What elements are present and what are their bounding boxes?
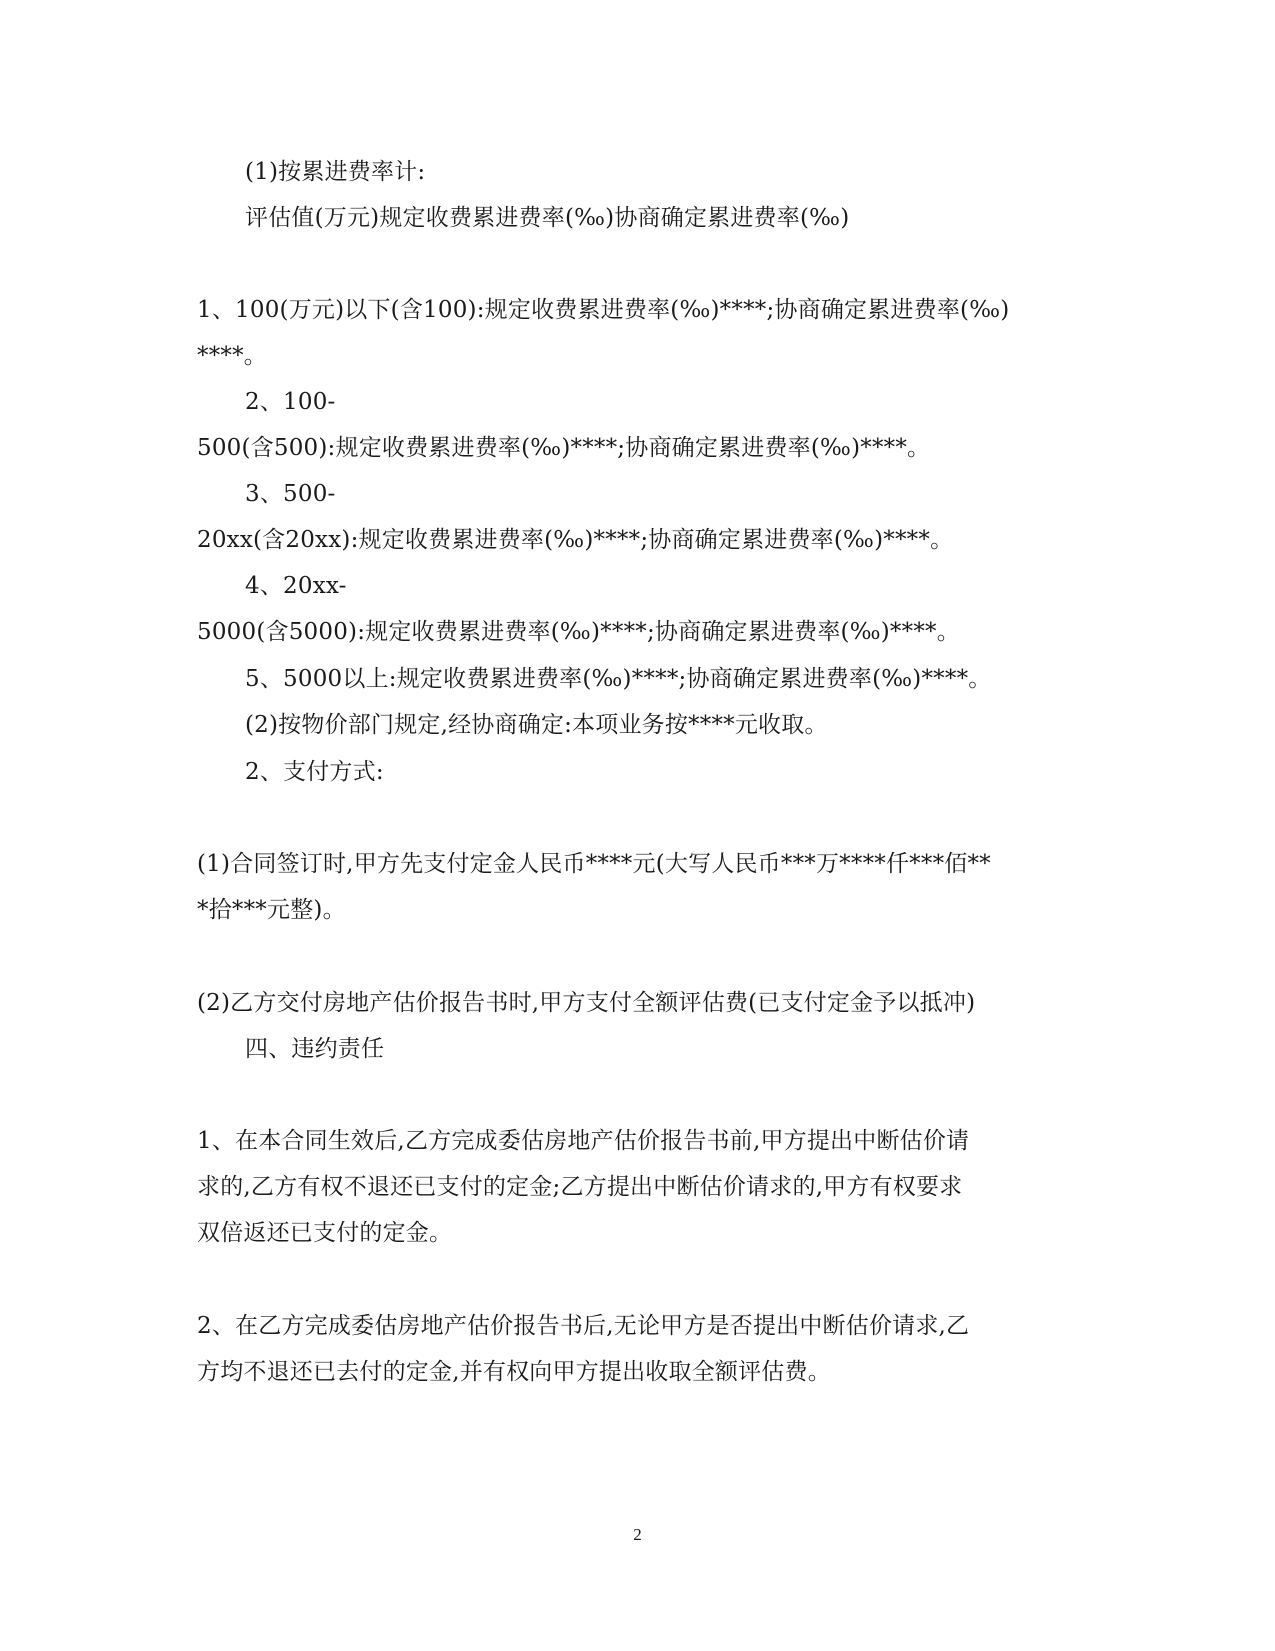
text-line: 2、100- xyxy=(245,389,336,415)
text-line: 四、违约责任 xyxy=(245,1036,385,1062)
text-line: (2)乙方交付房地产估价报告书时,甲方支付全额评估费(已支付定金予以抵冲) xyxy=(197,990,976,1016)
page-number: 2 xyxy=(633,1525,642,1544)
text-line: 1、在本合同生效后,乙方完成委估房地产估价报告书前,甲方提出中断估价请 xyxy=(197,1128,970,1154)
text-line: 双倍返还已支付的定金。 xyxy=(197,1220,453,1246)
text-line: 2、在乙方完成委估房地产估价报告书后,无论甲方是否提出中断估价请求,乙 xyxy=(197,1313,970,1339)
text-line: 方均不退还已去付的定金,并有权向甲方提出收取全额评估费。 xyxy=(197,1359,831,1385)
text-line: 评估值(万元)规定收费累进费率(‰)协商确定累进费率(‰) xyxy=(245,205,850,231)
text-line: *拾***元整)。 xyxy=(197,897,346,923)
text-line: 5000(含5000):规定收费累进费率(‰)****;协商确定累进费率(‰)****。 xyxy=(197,619,960,645)
text-line: 4、20xx- xyxy=(245,573,347,599)
text-line: ****。 xyxy=(197,343,267,369)
text-line: 20xx(含20xx):规定收费累进费率(‰)****;协商确定累进费率(‰)****。 xyxy=(197,527,954,553)
text-line: 求的,乙方有权不退还已支付的定金;乙方提出中断估价请求的,甲方有权要求 xyxy=(197,1174,963,1200)
text-line: 3、500- xyxy=(245,481,336,507)
text-line: (1)合同签订时,甲方先支付定金人民币****元(大写人民币***万****仟***佰** xyxy=(197,851,991,877)
text-line: (1)按累进费率计: xyxy=(245,159,426,185)
text-line: 2、支付方式: xyxy=(245,759,384,785)
text-line: 5、5000以上:规定收费累进费率(‰)****;协商确定累进费率(‰)****。 xyxy=(245,666,992,692)
text-line: (2)按物价部门规定,经协商确定:本项业务按****元收取。 xyxy=(245,712,828,738)
text-line: 1、100(万元)以下(含100):规定收费累进费率(‰)****;协商确定累进费率(‰) xyxy=(197,297,1010,323)
text-line: 500(含500):规定收费累进费率(‰)****;协商确定累进费率(‰)****。 xyxy=(197,435,931,461)
